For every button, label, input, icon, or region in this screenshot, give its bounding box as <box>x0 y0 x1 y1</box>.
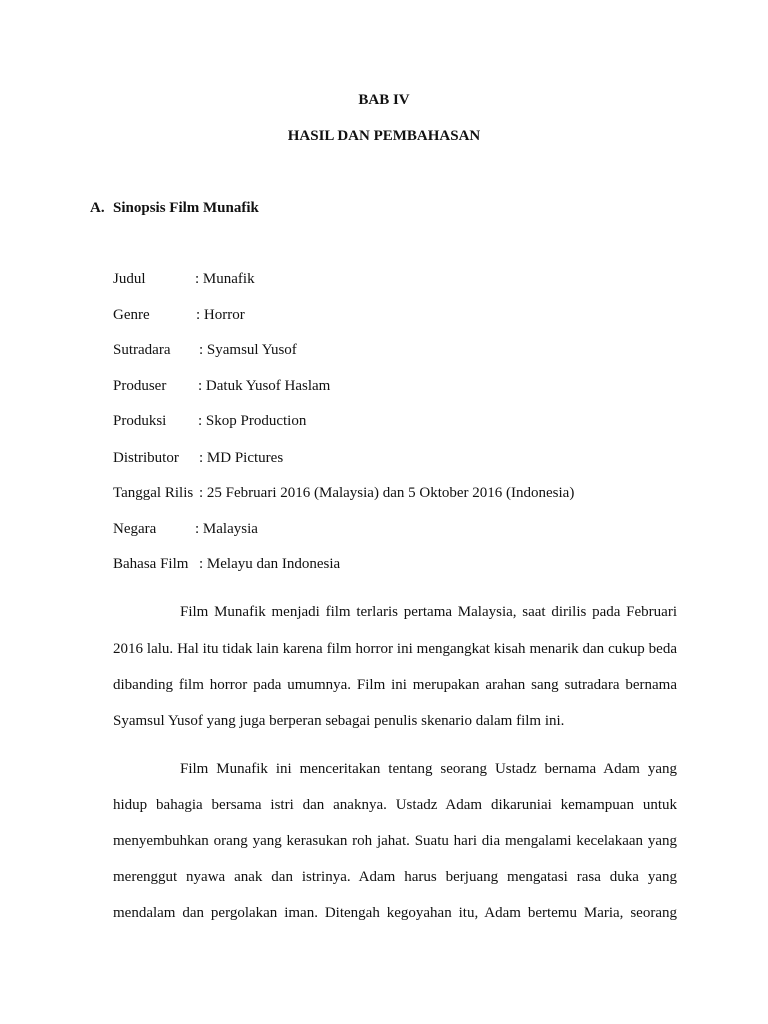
info-value: : 25 Februari 2016 (Malaysia) dan 5 Oktober 2016 (Indonesia) <box>199 485 575 501</box>
paragraph2-line: merenggut nyawa anak dan istrinya. Adam harus berjuang mengatasi rasa duka yang <box>113 869 677 885</box>
info-label: Bahasa Film <box>113 556 189 572</box>
paragraph2-line: mendalam dan pergolakan iman. Ditengah kegoyahan itu, Adam bertemu Maria, seorang <box>113 905 677 921</box>
paragraph1-line: Syamsul Yusof yang juga berperan sebagai penulis skenario dalam film ini. <box>113 713 565 729</box>
info-value: : Malaysia <box>195 521 258 537</box>
info-row-distributor <box>113 450 284 470</box>
chapter-number: BAB IV <box>358 92 410 108</box>
info-label: Distributor <box>113 450 179 466</box>
info-value: : Skop Production <box>198 413 307 429</box>
info-value: : MD Pictures <box>199 450 284 466</box>
info-row-produser <box>113 378 331 398</box>
info-row-tanggal-rilis <box>113 485 575 505</box>
paragraph1-line: dibanding film horror pada umumnya. Film ini merupakan arahan sang sutradara bernama <box>113 677 677 693</box>
info-label: Genre <box>113 307 150 323</box>
info-row-negara <box>113 521 258 541</box>
paragraph2-line: hidup bahagia bersama istri dan anaknya. Ustadz Adam dikaruniai kemampuan untuk <box>113 797 677 813</box>
info-value: : Syamsul Yusof <box>199 342 297 358</box>
paragraph2-line: Film Munafik ini menceritakan tentang seorang Ustadz bernama Adam yang <box>180 761 677 777</box>
section-letter: A. <box>90 200 105 216</box>
paragraph1-line: 2016 lalu. Hal itu tidak lain karena film horror ini mengangkat kisah menarik dan cukup beda <box>113 641 677 657</box>
info-row-sutradara <box>113 342 297 362</box>
info-label: Sutradara <box>113 342 171 358</box>
info-row-judul <box>113 271 255 291</box>
info-label: Negara <box>113 521 157 537</box>
info-label: Tanggal Rilis <box>113 485 194 501</box>
section-title: Sinopsis Film Munafik <box>113 200 259 216</box>
info-row-genre <box>113 307 245 327</box>
chapter-title: HASIL DAN PEMBAHASAN <box>287 128 481 144</box>
info-label: Produksi <box>113 413 167 429</box>
info-value: : Melayu dan Indonesia <box>199 556 341 572</box>
info-value: : Datuk Yusof Haslam <box>198 378 331 394</box>
info-row-bahasa-film <box>113 556 341 576</box>
info-label: Produser <box>113 378 167 394</box>
info-value: : Horror <box>196 307 245 323</box>
info-row-produksi <box>113 413 307 433</box>
paragraph1-line: Film Munafik menjadi film terlaris pertama Malaysia, saat dirilis pada Februari <box>180 604 677 620</box>
paragraph2-line: menyembuhkan orang yang kerasukan roh jahat. Suatu hari dia mengalami kecelakaan yang <box>113 833 677 849</box>
section-heading <box>90 200 259 217</box>
info-value: : Munafik <box>195 271 255 287</box>
info-label: Judul <box>113 271 146 287</box>
